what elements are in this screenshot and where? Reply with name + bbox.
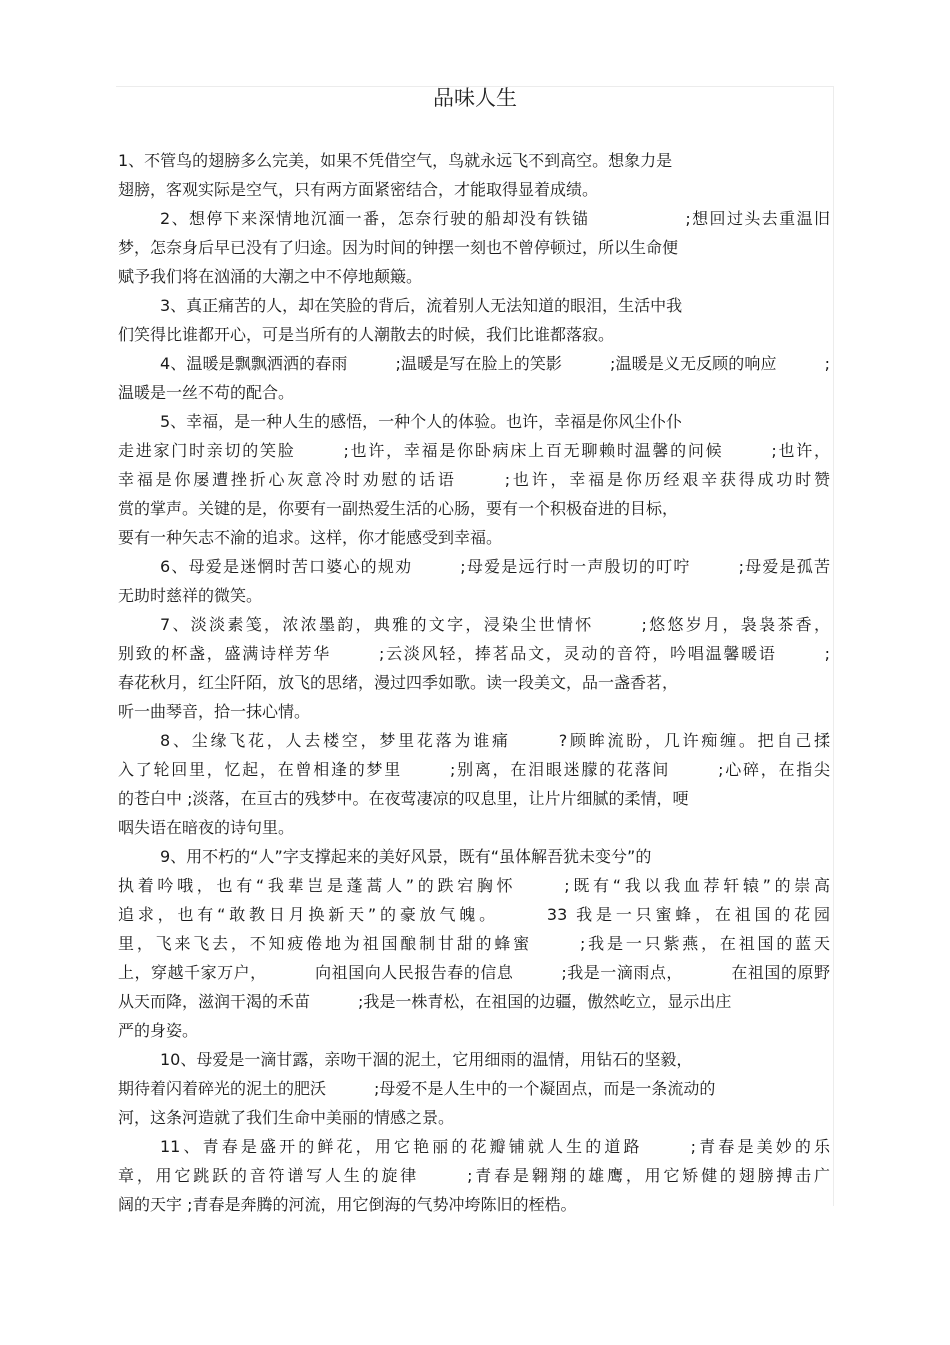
text-line: 章，用它跳跃的音符谱写人生的旋律 ;青春是翱翔的雄鹰，用它矫健的翅膀搏击广 (118, 1166, 830, 1185)
text-line: 6、母爱是迷惘时苦口婆心的规劝 ;母爱是远行时一声殷切的叮咛 ;母爱是孤苦 (160, 557, 830, 576)
text-line: 追求，也有“敢教日月换新天”的豪放气魄。 33 我是一只蜜蜂，在祖国的花园 (118, 905, 830, 924)
text-line: 梦，怎奈身后早已没有了归途。因为时间的钟摆一刻也不曾停顿过，所以生命便 (118, 238, 679, 257)
text-line: 河，这条河造就了我们生命中美丽的情感之景。 (118, 1108, 455, 1127)
text-line: 春花秋月，红尘阡陌，放飞的思绪，漫过四季如歌。读一段美文，品一盏香茗， (118, 673, 679, 692)
text-line: 10、母爱是一滴甘露，亲吻干涸的泥土，它用细雨的温情，用钻石的坚毅， (160, 1050, 693, 1069)
text-line: 的苍白中 ;淡落，在亘古的残梦中。在夜莺凄凉的叹息里，让片片细腻的柔情，哽 (118, 789, 689, 808)
text-line: 咽失语在暗夜的诗句里。 (118, 818, 295, 837)
text-line: 赋予我们将在汹涌的大潮之中不停地颠簸。 (118, 267, 423, 286)
text-line: 阔的天宇 ;青春是奔腾的河流，用它倒海的气势冲垮陈旧的桎梏。 (118, 1195, 577, 1214)
document-body (118, 146, 830, 1219)
text-line: 别致的杯盏，盛满诗样芳华 ;云淡风轻，捧茗品文，灵动的音符，吟唱温馨暖语 ; (118, 644, 830, 663)
text-line: 8、尘缘飞花，人去楼空，梦里花落为谁痛 ?顾眸流盼，几许痴缠。把自己揉 (160, 731, 830, 750)
text-line: 翅膀，客观实际是空气，只有两方面紧密结合，才能取得显着成绩。 (118, 180, 599, 199)
text-line: 2、想停下来深情地沉湎一番，怎奈行驶的船却没有铁锚 ;想回过头去重温旧 (160, 209, 830, 228)
text-line: 里，飞来飞去，不知疲倦地为祖国酿制甘甜的蜂蜜 ;我是一只紫燕，在祖国的蓝天 (118, 934, 830, 953)
text-line: 4、温暖是飘飘洒洒的春雨 ;温暖是写在脸上的笑影 ;温暖是义无反顾的响应 ; (160, 354, 830, 373)
text-line: 1、不管鸟的翅膀多么完美，如果不凭借空气，鸟就永远飞不到高空。想象力是 (118, 151, 673, 170)
text-line: 赏的掌声。关键的是，你要有一副热爱生活的心肠，要有一个积极奋进的目标， (118, 499, 679, 518)
text-line: 3、真正痛苦的人，却在笑脸的背后，流着别人无法知道的眼泪，生活中我 (160, 296, 683, 315)
text-line: 上，穿越千家万户， 向祖国向人民报告春的信息 ;我是一滴雨点， 在祖国的原野 (118, 963, 830, 982)
text-line: 要有一种矢志不渝的追求。这样，你才能感受到幸福。 (118, 528, 503, 547)
text-line: 听一曲琴音，拾一抹心情。 (118, 702, 311, 721)
text-line: 7、淡淡素笺，浓浓墨韵，典雅的文字，浸染尘世情怀 ;悠悠岁月，袅袅茶香， (160, 615, 830, 634)
text-line: 无助时慈祥的微笑。 (118, 586, 263, 605)
text-line: 5、幸福，是一种人生的感悟，一种个人的体验。也许，幸福是你风尘仆仆 (160, 412, 683, 431)
text-line: 9、用不朽的“人”字支撑起来的美好风景，既有“虽体解吾犹未变兮”的 (160, 847, 652, 866)
text-line: 11、青春是盛开的鲜花，用它艳丽的花瓣铺就人生的道路 ;青春是美妙的乐 (160, 1137, 830, 1156)
document-title: 品味人生 (433, 86, 517, 110)
text-line: 幸福是你屡遭挫折心灰意冷时劝慰的话语 ;也许，幸福是你历经艰辛获得成功时赞 (118, 470, 830, 489)
text-line: 温暖是一丝不苟的配合。 (118, 383, 295, 402)
text-line: 执着吟哦，也有“我辈岂是蓬蒿人”的跌宕胸怀 ;既有“我以我血荐轩辕”的崇高 (118, 876, 830, 895)
text-line: 走进家门时亲切的笑脸 ;也许，幸福是你卧病床上百无聊赖时温馨的问候 ;也许， (118, 441, 830, 460)
text-line: 从天而降，滋润干渴的禾苗 ;我是一株青松，在祖国的边疆，傲然屹立，显示出庄 (118, 992, 732, 1011)
text-line: 入了轮回里，忆起，在曾相逢的梦里 ;别离，在泪眼迷朦的花落间 ;心碎，在指尖 (118, 760, 830, 779)
text-line: 们笑得比谁都开心，可是当所有的人潮散去的时候，我们比谁都落寂。 (118, 325, 615, 344)
text-line: 严的身姿。 (118, 1021, 199, 1040)
text-line: 期待着闪着碎光的泥土的肥沃 ;母爱不是人生中的一个凝固点，而是一条流动的 (118, 1079, 716, 1098)
